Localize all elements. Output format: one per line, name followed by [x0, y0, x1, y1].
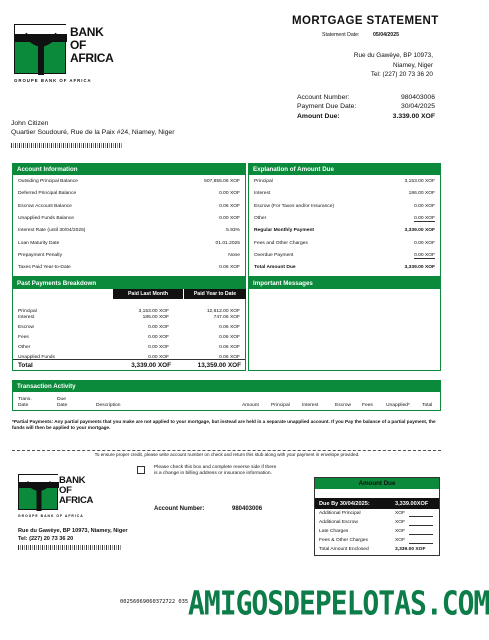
past-payment-last: 0.00 XOF	[148, 335, 169, 340]
past-payment-last: 186.00 XOF	[142, 315, 169, 320]
address-change-line2: is a change in billing address or insurance information.	[154, 471, 272, 476]
coupon-amount-due-heading: Amount Due	[315, 478, 439, 489]
statement-title: MORTGAGE STATEMENT	[292, 15, 439, 27]
coupon-line-blank	[409, 525, 433, 526]
past-payment-last: 0.00 XOF	[148, 355, 169, 360]
coupon-line-row	[315, 536, 439, 545]
explanation-row	[249, 262, 440, 274]
account-info-row	[13, 201, 245, 213]
coupon-logo-group-text: GROUPE BANK OF AFRICA	[18, 514, 84, 518]
postal-barcode	[11, 143, 123, 148]
important-messages-heading: Important Messages	[249, 278, 440, 289]
logo-text-of: OF	[70, 38, 87, 52]
coupon-bank-logo	[18, 474, 128, 522]
account-info-label: Escrow Account Balance	[18, 203, 72, 209]
coupon-line-blank	[409, 543, 433, 544]
coupon-line-value: XOF	[395, 511, 406, 516]
account-summary	[297, 93, 435, 121]
coupon-line-label: Additional Principal	[319, 511, 361, 516]
explanation-value: 3,339.00 XOF	[404, 265, 435, 271]
transaction-activity-panel	[12, 380, 441, 411]
account-info-row	[13, 225, 245, 237]
logo-emblem	[14, 24, 66, 74]
coupon-due-by-label: Due By 30/04/2025:	[319, 500, 370, 507]
amount-due: 3.339.00 XOF	[392, 112, 435, 120]
coupon-amount-due-box	[314, 477, 440, 556]
address-change-text	[154, 465, 276, 477]
account-info-row	[13, 213, 245, 225]
col-interest: Interest	[302, 403, 319, 408]
logo-emblem-icon	[15, 25, 67, 75]
bank-phone: Tel: (227) 20 73 36 20	[370, 71, 433, 78]
past-payment-ytd: 0.06 XOF	[219, 325, 240, 330]
coupon-logo-text-of: OF	[59, 485, 72, 496]
explanation-row	[249, 225, 440, 237]
past-payment-label: Other	[18, 345, 31, 350]
bank-logo	[14, 24, 134, 82]
explanation-label: Fees and Other Charges	[254, 240, 308, 246]
account-info-label: Loan Maturity Date	[18, 240, 60, 246]
explanation-row	[249, 213, 440, 225]
customer-block	[11, 120, 174, 137]
explanation-value: 3,339.00 XOF	[404, 228, 435, 234]
col-due-date-line1: Due	[57, 397, 66, 402]
payment-due-date-label: Payment Due Date:	[297, 103, 357, 111]
coupon-line-value: XOF	[395, 520, 406, 525]
account-info-row	[13, 176, 245, 188]
account-info-value: 01.01.2025	[215, 240, 240, 246]
past-payment-last: 3,153.00 XOF	[138, 309, 169, 314]
past-payments-total-row	[13, 359, 245, 371]
coupon-due-by-row	[315, 498, 439, 509]
coupon-total-enclosed-label: Total Amount Enclosed	[319, 547, 369, 552]
customer-name: John Citizen	[11, 120, 49, 127]
past-total-label: Total	[18, 362, 33, 369]
explanation-label: Interest	[254, 191, 271, 197]
explanation-label: Escrow (For Taxes and/or Insurance)	[254, 203, 335, 209]
account-information-heading: Account Information	[13, 164, 245, 175]
account-info-row	[13, 238, 245, 250]
col-total: Total	[422, 403, 433, 408]
important-messages-panel	[248, 277, 441, 371]
tear-line	[12, 450, 441, 451]
explanation-label: Total Amount Due	[254, 265, 296, 271]
explanation-row	[249, 201, 440, 213]
past-payment-label: Fees	[18, 335, 29, 340]
micr-line: 00256069060372722 035	[120, 599, 189, 605]
coupon-bank-address	[18, 528, 128, 543]
coupon-logo-emblem-icon	[19, 475, 59, 511]
past-payments-panel	[12, 277, 246, 371]
statement-date-label: Statement Date:	[322, 32, 360, 38]
account-info-value: 0.06 XOF	[219, 203, 240, 209]
bank-address-line2: Niamey, Niger	[392, 61, 433, 69]
past-payment-ytd: 12,612.00 XOF	[206, 309, 240, 314]
col-trans-date-line2: Date	[18, 403, 29, 408]
past-payment-ytd: 0.06 XOF	[219, 345, 240, 350]
coupon-logo-emblem	[18, 474, 58, 510]
coupon-line-blank	[409, 516, 433, 517]
coupon-line-label: Late Charges	[319, 529, 349, 534]
account-info-row	[13, 250, 245, 262]
account-info-label: Outsiding Principal Balance	[18, 179, 78, 184]
explanation-value: 186.00 XOF	[408, 191, 435, 197]
past-payment-ytd: 747.06 XOF	[213, 315, 240, 320]
account-number-label: Account Number:	[297, 94, 350, 101]
past-payment-label: Unapplied Funds	[18, 355, 55, 360]
coupon-logo-text-bank: BANK	[59, 475, 86, 486]
bank-address-line1: Rue du Gawèye, BP 10973,	[353, 52, 433, 59]
past-total-last: 3,339.00 XOF	[131, 362, 171, 369]
explanation-row	[249, 176, 440, 188]
explanation-value: 0.00 XOF	[414, 215, 435, 221]
coupon-line-value: XOF	[395, 529, 406, 534]
account-info-label: Interest Rate (until 30/04/2025)	[18, 228, 86, 234]
col-due-date	[57, 397, 67, 409]
explanation-label: Principal	[254, 179, 273, 184]
col-unapplied: Unapplied*	[386, 403, 410, 408]
past-payment-last: 0.00 XOF	[148, 345, 169, 350]
amount-due-label: Amount Due:	[297, 112, 340, 120]
account-information-panel	[12, 163, 246, 277]
coupon-line-row	[315, 527, 439, 536]
past-payment-row	[13, 312, 245, 320]
coupon-line-blank	[409, 534, 433, 535]
col-amount: Amount	[242, 403, 259, 408]
explanation-value: 0.00 XOF	[414, 203, 435, 209]
explanation-row	[249, 250, 440, 262]
col-fees: Fees	[362, 403, 373, 408]
coupon-postal-barcode	[18, 545, 122, 550]
past-payment-ytd: 0.06 XOF	[219, 355, 240, 360]
partial-payment-note: *Partial Payments: Any partial payments that you make are not applied to your mortgage, but instead are held in a separate unapplied account. If you Pay the balance of a partial payment, the funds will then be applied to your mortgage.	[12, 419, 436, 430]
coupon-line-value: XOF	[395, 538, 406, 543]
address-change-line1: Please check this box and complete reverse side if there	[154, 465, 277, 470]
coupon-instruction: To ensure proper credit, please write account number on check and return this stub along with your payment in envelope provided.	[94, 452, 360, 457]
explanation-value: 0.00 XOF	[414, 252, 435, 258]
logo-group-text: GROUPE BANK OF AFRICA	[14, 78, 92, 83]
coupon-bank-phone: Tel: (227) 20 73 36 20	[18, 535, 74, 542]
statement-date: 05/04/2025	[373, 32, 399, 38]
account-info-value: 0.00 XOF	[219, 215, 240, 221]
coupon-total-enclosed-value: 3,339.00 XOF	[395, 547, 426, 552]
address-change-checkbox[interactable]	[137, 466, 145, 474]
explanation-value: 0.00 XOF	[414, 240, 435, 246]
col-trans-date-line1: Trans.	[18, 397, 32, 402]
account-info-row	[13, 188, 245, 200]
col-trans-date	[18, 397, 32, 409]
account-info-value: 0.06 XOF	[219, 265, 240, 271]
payment-due-date: 30/04/2025	[400, 103, 435, 111]
customer-address: Quartier Soudouré, Rue de la Paix #24, Niamey, Niger	[11, 128, 175, 136]
explanation-row	[249, 188, 440, 200]
past-payment-label: Escrow	[18, 325, 35, 330]
logo-text-bank: BANK	[70, 25, 104, 39]
past-payment-row	[13, 322, 245, 330]
past-total-ytd: 13,359.00 XOF	[197, 362, 241, 369]
coupon-line-row	[315, 509, 439, 518]
past-payment-row	[13, 342, 245, 350]
explanation-row	[249, 238, 440, 250]
explanation-heading: Explanation of Amount Due	[249, 164, 440, 175]
coupon-line-row	[315, 518, 439, 527]
past-payment-row	[13, 332, 245, 340]
past-payments-heading: Past Payments Breakdown	[13, 278, 245, 289]
paid-last-month-header: Paid Last Month	[113, 289, 183, 299]
account-info-label: Unapplied Funds Balance	[18, 215, 75, 221]
account-info-row	[13, 262, 245, 274]
account-number: 980403006	[400, 94, 435, 101]
col-principal: Principal	[271, 403, 290, 408]
col-description: Description	[96, 403, 121, 408]
account-info-value: None	[228, 252, 240, 258]
explanation-label: Regular Monthly Payment	[254, 228, 315, 234]
transaction-activity-heading: Transaction Activity	[13, 381, 440, 392]
coupon-due-by-value: 3,339.00XOF	[395, 500, 429, 507]
explanation-value: 3,153.00 XOF	[404, 179, 435, 184]
col-escrow: Escrow	[335, 403, 352, 408]
coupon-account-number: 980403006	[232, 506, 263, 512]
paid-ytd-header: Paid Year to Date	[184, 289, 246, 299]
coupon-logo-text-africa: AFRICA	[59, 495, 94, 506]
col-due-date-line2: Date	[57, 403, 68, 408]
coupon-account-number-label: Account Number:	[154, 506, 205, 512]
coupon-line-label: Additional Escrow	[319, 520, 358, 525]
past-payment-last: 0.00 XOF	[148, 325, 169, 330]
account-info-label: Deferred Principal Balance	[18, 191, 77, 197]
coupon-line-label: Fees & Other Charges	[319, 538, 368, 543]
coupon-total-enclosed-row	[315, 545, 439, 555]
explanation-label: Overdue Payment	[254, 252, 294, 258]
account-info-label: Prepayment Penalty	[18, 252, 63, 258]
account-info-value: 507,855.06 XOF	[204, 179, 240, 184]
account-info-value: 0.00 XOF	[219, 191, 240, 197]
explanation-panel	[248, 163, 441, 277]
bank-address	[300, 51, 433, 80]
past-payment-ytd: 0.06 XOF	[219, 335, 240, 340]
watermark-text: AMIGOSDEPELOTAS.COM	[188, 584, 489, 623]
account-info-label: Taxes Paid Year-to-Date	[18, 265, 71, 271]
coupon-bank-address-line1: Rue du Gawèye, BP 10973, Niamey, Niger	[18, 528, 128, 534]
past-payment-label: Principal	[18, 309, 37, 314]
explanation-label: Other	[254, 215, 267, 221]
logo-text-africa: AFRICA	[70, 51, 114, 65]
past-payment-label: Interest	[18, 315, 35, 320]
account-info-value: 5.93%	[226, 228, 240, 234]
